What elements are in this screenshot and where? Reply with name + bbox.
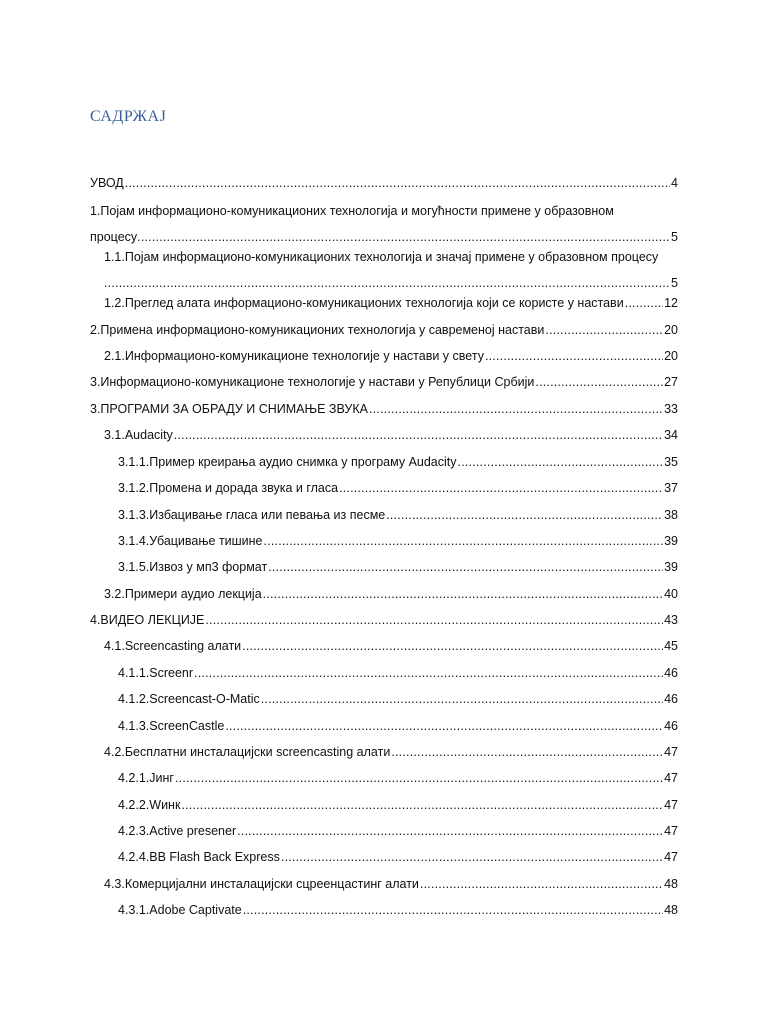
toc-entry-page: 47	[664, 771, 678, 785]
toc-entry[interactable]	[118, 792, 678, 818]
toc-entry[interactable]	[90, 396, 678, 422]
toc-entry-label: УВОД	[90, 176, 124, 190]
toc-entry-label: 4.1.3.ScreenCastle	[118, 719, 225, 733]
toc-entry-label: 1.1.Појам информационо-комуникационих технологија и значај примене у образовном процесу	[104, 250, 659, 264]
toc-entry[interactable]	[118, 844, 678, 870]
toc-entry-label: 3.1.5.Извоз у мп3 формат	[118, 560, 268, 574]
toc-entry-label-continued: процесу	[90, 230, 138, 244]
toc-entry[interactable]	[118, 475, 678, 501]
dot-leader	[125, 170, 670, 196]
toc-entry[interactable]	[118, 660, 678, 686]
toc-entry-label: 3.1.2.Промена и дорада звука и гласа	[118, 481, 339, 495]
toc-entry[interactable]	[104, 290, 678, 316]
toc-entry-page: 39	[664, 534, 678, 548]
dot-leader	[369, 396, 663, 422]
toc-entry[interactable]	[118, 528, 678, 554]
dot-leader	[386, 502, 663, 528]
dot-leader	[391, 739, 663, 765]
toc-entry-label: 3.2.Примери аудио лекција	[104, 587, 262, 601]
dot-leader	[243, 897, 663, 923]
toc-entry-label: 3.ПРОГРАМИ ЗА ОБРАДУ И СНИМАЊЕ ЗВУКА	[90, 402, 368, 416]
toc-entry[interactable]	[104, 633, 678, 659]
toc-entry[interactable]	[104, 343, 678, 369]
toc-entry-label: 4.1.Screencasting алати	[104, 639, 242, 653]
toc-entry-page: 47	[664, 850, 678, 864]
dot-leader	[420, 871, 663, 897]
toc-entry-page: 39	[664, 560, 678, 574]
toc-entry-page: 40	[664, 587, 678, 601]
dot-leader	[264, 528, 664, 554]
toc-entry-page: 20	[664, 323, 678, 337]
toc-entry-page: 46	[664, 692, 678, 706]
toc-entry-page: 48	[664, 877, 678, 891]
toc-entry-label: 3.1.Audacity	[104, 428, 173, 442]
toc-title: САДРЖАЈ	[90, 108, 167, 125]
toc-entry-page: 47	[664, 745, 678, 759]
toc-entry[interactable]	[118, 554, 678, 580]
dot-leader	[281, 844, 663, 870]
toc-entry-label: 3.1.1.Пример креирања аудио снимка у програму Audacity	[118, 455, 457, 469]
toc-entry-page: 46	[664, 719, 678, 733]
toc-entry[interactable]	[104, 244, 678, 296]
toc-entry[interactable]	[90, 317, 678, 343]
toc-entry[interactable]	[104, 871, 678, 897]
dot-leader	[625, 290, 663, 316]
dot-leader	[263, 581, 663, 607]
toc-entry[interactable]	[90, 198, 678, 250]
dot-leader	[181, 792, 663, 818]
toc-entry-label: 4.2.4.BB Flash Back Express	[118, 850, 280, 864]
toc-entry[interactable]	[90, 607, 678, 633]
toc-entry[interactable]	[90, 369, 678, 395]
toc-entry-label: 2.1.Информационо-комуникационе технологије у настави у свету	[104, 349, 484, 363]
toc-entry[interactable]	[118, 818, 678, 844]
toc-entry-label: 4.2.1.Јинг	[118, 771, 174, 785]
toc-entry-label: 4.3.1.Adobe Captivate	[118, 903, 242, 917]
dot-leader	[237, 818, 663, 844]
toc-entry-label: 1.Појам информационо-комуникационих технологија и могућности примене у образовном	[90, 204, 614, 218]
dot-leader	[545, 317, 663, 343]
toc-entry-page: 47	[664, 798, 678, 812]
toc-entry-label: 4.2.2.Wинк	[118, 798, 181, 812]
toc-entry-label: 3.1.4.Убацивање тишине	[118, 534, 263, 548]
toc-entry-page: 34	[664, 428, 678, 442]
dot-leader	[261, 686, 663, 712]
toc-entry[interactable]	[104, 739, 678, 765]
dot-leader	[458, 449, 664, 475]
toc-entry-page: 37	[664, 481, 678, 495]
toc-entry-page: 5	[671, 230, 678, 244]
toc-entry[interactable]	[104, 422, 678, 448]
dot-leader	[175, 765, 663, 791]
toc-entry-page: 5	[671, 276, 678, 290]
toc-entry-label: 2.Примена информационо-комуникационих технологија у савременој настави	[90, 323, 545, 337]
toc-entry-page: 33	[664, 402, 678, 416]
toc-entry-label: 4.1.1.Screenr	[118, 666, 194, 680]
toc-entry[interactable]	[118, 897, 678, 923]
toc-entry[interactable]	[118, 765, 678, 791]
toc-entry-label: 4.2.Бесплатни инсталацијски screencasting алати	[104, 745, 391, 759]
toc-entry[interactable]	[118, 686, 678, 712]
dot-leader	[194, 660, 663, 686]
dot-leader	[485, 343, 663, 369]
toc-entry[interactable]	[118, 502, 678, 528]
toc-entry[interactable]	[104, 581, 678, 607]
toc-entry-page: 38	[664, 508, 678, 522]
toc-entry-label: 4.3.Комерцијални инсталацијски сцреенцастинг алати	[104, 877, 419, 891]
toc-entry-label: 3.Информационо-комуникационе технологије у настави у Републици Србији	[90, 375, 535, 389]
toc-entry-label: 4.1.2.Screencast-O-Matic	[118, 692, 260, 706]
dot-leader	[205, 607, 663, 633]
dot-leader	[242, 633, 663, 659]
toc-entry-page: 27	[664, 375, 678, 389]
toc-entry[interactable]	[90, 170, 678, 196]
toc-entry-page: 46	[664, 666, 678, 680]
toc-entry-page: 35	[664, 455, 678, 469]
toc-entry-page: 4	[671, 176, 678, 190]
toc-entry-page: 47	[664, 824, 678, 838]
toc-entry-label: 4.ВИДЕО ЛЕКЦИЈЕ	[90, 613, 205, 627]
toc-entry-page: 45	[664, 639, 678, 653]
toc-entry-page: 48	[664, 903, 678, 917]
dot-leader	[225, 713, 663, 739]
toc-entry-page: 43	[664, 613, 678, 627]
dot-leader	[535, 369, 663, 395]
toc-entry-label: 1.2.Преглед алата информационо-комуникационих технологија који се користе у настави	[104, 296, 624, 310]
toc-entry[interactable]	[118, 713, 678, 739]
dot-leader	[268, 554, 663, 580]
dot-leader	[339, 475, 663, 501]
toc-entry-label: 4.2.3.Active presener	[118, 824, 237, 838]
toc-entry-page: 20	[664, 349, 678, 363]
toc-entry[interactable]	[118, 449, 678, 475]
toc-entry-label: 3.1.3.Избацивање гласа или певања из песме	[118, 508, 386, 522]
toc-entry-page: 12	[664, 296, 678, 310]
dot-leader	[174, 422, 663, 448]
